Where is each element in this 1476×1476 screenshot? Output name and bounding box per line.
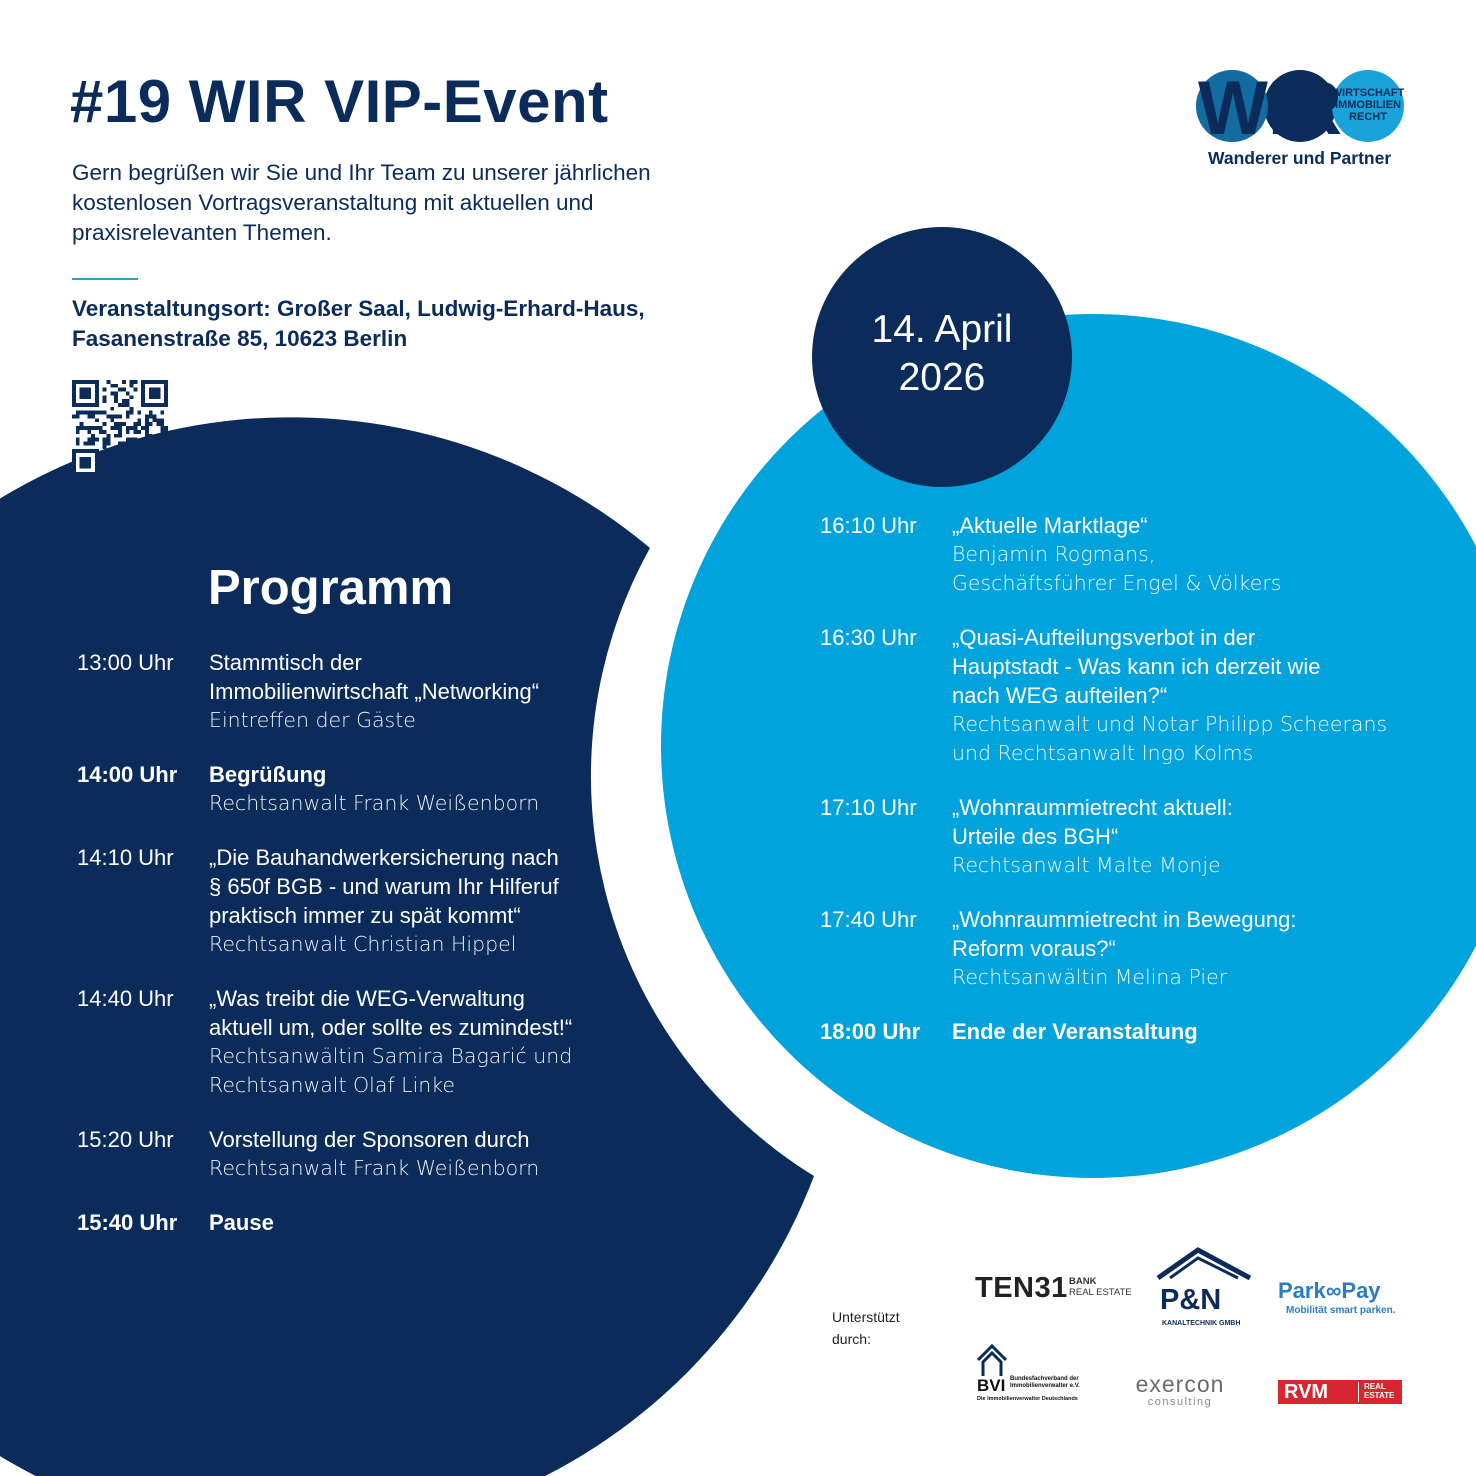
schedule-speaker-line: Eintreffen der Gäste [209,708,416,732]
schedule-title-line: Pause [209,1210,274,1235]
schedule-body [952,623,1420,768]
schedule-body [209,843,637,959]
schedule-item [820,623,1420,768]
sponsor-rvm [1278,1380,1402,1404]
logo-tag: WIRTSCHAFT [1331,87,1405,99]
logo-tag: IMMOBILIEN [1335,99,1401,111]
schedule-title-line: „Was treibt die WEG-Verwaltung [209,986,525,1011]
schedule-body [209,760,637,818]
schedule-right [820,511,1420,1046]
schedule-speaker-line: Rechtsanwalt Christian Hippel [209,932,517,956]
schedule-gap [77,818,637,843]
schedule-time: 15:40 Uhr [77,1210,178,1235]
schedule-title-line: „Wohnraummietrecht in Bewegung: [952,907,1297,932]
schedule-speaker-line: Rechtsanwältin Samira Bagarić und [209,1044,573,1068]
schedule-body [209,984,637,1100]
schedule-speaker-line: Rechtsanwalt Malte Monje [952,853,1221,877]
schedule-gap [820,992,1420,1017]
logo-firm: Wanderer und Partner [1208,148,1392,168]
schedule-speaker-line: Rechtsanwalt Frank Weißenborn [209,1156,540,1180]
schedule-gap [77,1183,637,1208]
sponsors-label-line: Unterstützt [832,1309,900,1325]
schedule-time: 17:10 Uhr [820,795,917,820]
sponsor-name: exercon [1135,1371,1225,1397]
schedule-time: 18:00 Uhr [820,1019,921,1044]
schedule-body [952,905,1420,992]
venue-line: Veranstaltungsort: Großer Saal, Ludwig-Erhard-Haus, [72,296,645,321]
schedule-title-line: „Wohnraummietrecht aktuell: [952,795,1233,820]
schedule-body [209,648,637,735]
sponsor-name: Park∞Pay [1278,1278,1381,1303]
sponsors-label [832,1306,912,1350]
schedule-title-line: § 650f BGB - und warum Ihr Hilferuf [209,874,559,899]
schedule-time: 14:10 Uhr [77,845,174,870]
sponsor-sub: REAL ESTATE [1069,1287,1132,1298]
schedule-body [952,511,1420,598]
schedule-item [77,984,637,1100]
schedule-speaker-line: Rechtsanwalt Olaf Linke [209,1073,456,1097]
intro-text: Gern begrüßen wir Sie und Ihr Team zu unserer jährlichen kostenlosen Vortragsveranstaltung mit aktuellen und praxisrelevanten Themen. [72,160,651,245]
schedule-title-line: Immobilienwirtschaft „Networking“ [209,679,540,704]
date-year: 2026 [898,356,986,399]
venue-info [72,294,772,354]
sponsor-sub: Immobilienverwalter e.V. [1010,1383,1080,1389]
schedule-title-line: Vorstellung der Sponsoren durch [209,1127,530,1152]
sponsor-sub: KANALTECHNIK GMBH [1162,1320,1241,1327]
schedule-title-line: Begrüßung [209,762,327,787]
schedule-title-line: Stammtisch der [209,650,362,675]
schedule-title-line: Hauptstadt - Was kann ich derzeit wie [952,654,1321,679]
schedule-speaker-line: Rechtsanwalt Frank Weißenborn [209,791,540,815]
schedule-time: 15:20 Uhr [77,1127,174,1152]
sponsor-name: RVM [1284,1381,1329,1403]
schedule-body [209,1125,637,1183]
schedule-speaker-line: Rechtsanwalt und Notar Philipp Scheerans [952,712,1388,736]
schedule-body [952,793,1420,880]
sponsor-name: TEN31 [975,1272,1068,1304]
sponsor-sub: REAL [1364,1382,1386,1391]
page-title: #19 WIR VIP-Event [70,68,609,135]
sponsor-sub: consulting [1147,1396,1213,1408]
schedule-time: 14:40 Uhr [77,986,174,1011]
schedule-item [77,1208,637,1237]
sponsor-sub: ESTATE [1364,1391,1395,1400]
sponsors-label-line: durch: [832,1331,871,1347]
schedule-time: 14:00 Uhr [77,762,178,787]
schedule-gap [77,959,637,984]
sponsor-sub: BANK [1069,1276,1097,1287]
schedule-item [77,648,637,735]
schedule-item [820,793,1420,880]
wir-logo [1192,66,1412,176]
sponsor-exercon [1120,1372,1240,1412]
event-date [814,306,1070,402]
schedule-speaker-line: Rechtsanwältin Melina Pier [952,965,1228,989]
sponsor-sub: Bundesfachverband der [1010,1376,1079,1382]
schedule-title-line: „Quasi-Aufteilungsverbot in der [952,625,1256,650]
schedule-gap [820,768,1420,793]
schedule-item [77,843,637,959]
schedule-body [952,1017,1420,1046]
schedule-title-line: aktuell um, oder sollte es zumindest!“ [209,1015,573,1040]
program-heading: Programm [208,561,454,615]
schedule-item [77,1125,637,1183]
schedule-item [77,760,637,818]
schedule-speaker-line: Geschäftsführer Engel & Völkers [952,571,1282,595]
venue-line: Fasanenstraße 85, 10623 Berlin [72,326,408,351]
schedule-gap [820,598,1420,623]
logo-letters: WIR [1198,66,1342,151]
schedule-time: 16:10 Uhr [820,513,917,538]
sponsor-name: P&N [1160,1284,1222,1316]
schedule-left [77,648,637,1237]
schedule-item [820,511,1420,598]
sponsor-ten31 [975,1272,1145,1312]
schedule-time: 16:30 Uhr [820,625,917,650]
schedule-title-line: „Die Bauhandwerkersicherung nach [209,845,559,870]
schedule-speaker-line: Benjamin Rogmans, [952,542,1156,566]
schedule-title-line: Reform voraus?“ [952,936,1116,961]
schedule-item [820,905,1420,992]
schedule-title-line: Ende der Veranstaltung [952,1019,1198,1044]
schedule-title-line: praktisch immer zu spät kommt“ [209,903,521,928]
bvi-icon [975,1342,1009,1378]
sponsor-sub: Mobilität smart parken. [1286,1305,1396,1316]
sponsor-pn [1150,1246,1260,1330]
schedule-gap [77,735,637,760]
sponsor-name: BVI [977,1376,1006,1395]
schedule-title-line: „Aktuelle Marktlage“ [952,513,1148,538]
qr-code[interactable] [72,380,168,476]
date-day: 14. April [871,308,1013,351]
sponsor-bvi [975,1342,1105,1408]
schedule-speaker-line: und Rechtsanwalt Ingo Kolms [952,741,1254,765]
schedule-title-line: Urteile des BGH“ [952,824,1119,849]
divider-line [72,278,138,280]
sponsor-parkpay [1278,1278,1418,1318]
schedule-time: 13:00 Uhr [77,650,174,675]
sponsor-sub: Die Immobilienverwalter Deutschlands [977,1396,1078,1402]
schedule-title-line: nach WEG aufteilen?“ [952,683,1168,708]
schedule-body [209,1208,637,1237]
logo-tag: RECHT [1349,111,1387,123]
schedule-time: 17:40 Uhr [820,907,917,932]
schedule-gap [77,1100,637,1125]
schedule-item [820,1017,1420,1046]
schedule-gap [820,880,1420,905]
